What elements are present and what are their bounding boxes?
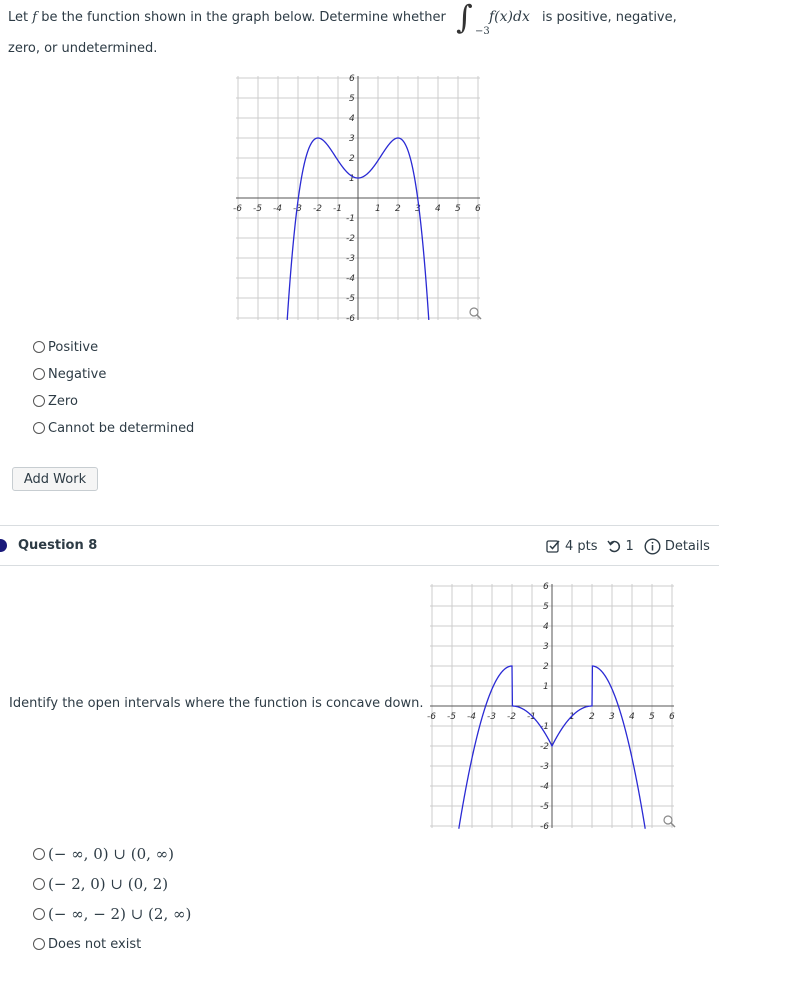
x-tick-label: -2 (507, 712, 516, 722)
x-tick-label: -3 (487, 712, 496, 722)
x-tick-label: -6 (427, 712, 436, 722)
y-tick-label: -4 (346, 274, 355, 284)
x-tick-label: 1 (375, 204, 381, 214)
prompt-prefix: Let (8, 10, 29, 25)
x-tick-label: 6 (475, 204, 481, 214)
y-tick-label: 6 (543, 582, 549, 592)
retry-icon (607, 539, 622, 554)
header-divider (0, 565, 719, 566)
add-work-button[interactable]: Add Work (12, 467, 98, 491)
y-tick-label: 1 (543, 682, 549, 692)
x-tick-label: 2 (589, 712, 595, 722)
checkbox-edit-icon (546, 539, 561, 554)
y-tick-label: -6 (540, 822, 549, 832)
x-tick-label: 6 (669, 712, 675, 722)
y-tick-label: 2 (543, 662, 549, 672)
x-tick-label: 3 (609, 712, 615, 722)
y-tick-label: -2 (346, 234, 355, 244)
y-tick-label: -2 (540, 742, 549, 752)
radio-button[interactable] (33, 341, 45, 353)
zoom-icon[interactable] (664, 816, 675, 827)
info-icon[interactable] (644, 538, 661, 555)
x-tick-label: 3 (415, 204, 421, 214)
y-tick-label: 5 (349, 94, 355, 104)
prompt-suffix: is positive, negative, (542, 10, 677, 25)
points-label: 4 pts (565, 539, 598, 554)
x-tick-label: -1 (527, 712, 536, 722)
x-tick-label: -5 (253, 204, 262, 214)
integral-sign: ∫ (456, 0, 473, 36)
prompt-line2: zero, or undetermined. (8, 41, 158, 56)
integral-body: f(x)dx (489, 9, 530, 25)
option-positive[interactable]: Positive (33, 337, 98, 357)
radio-button[interactable] (33, 908, 45, 920)
question7-prompt (8, 0, 748, 68)
radio-button[interactable] (33, 395, 45, 407)
prompt-f: f (32, 10, 38, 25)
option-zero[interactable]: Zero (33, 391, 78, 411)
x-tick-label: -6 (233, 204, 242, 214)
y-tick-label: -1 (540, 722, 549, 732)
y-tick-label: -3 (540, 762, 549, 772)
y-tick-label: -5 (346, 294, 355, 304)
x-tick-label: -1 (333, 204, 342, 214)
option-b[interactable]: (− 2, 0) ∪ (0, 2) (33, 874, 168, 894)
prompt-mid: be the function shown in the graph below. Determine whether (41, 10, 446, 25)
details-link[interactable]: Details (664, 539, 710, 554)
y-tick-label: -6 (346, 314, 355, 324)
x-tick-label: -2 (313, 204, 322, 214)
x-tick-label: -5 (447, 712, 456, 722)
y-tick-label: 1 (349, 174, 355, 184)
y-tick-label: -3 (346, 254, 355, 264)
zoom-icon[interactable] (470, 308, 481, 319)
option-d[interactable]: Does not exist (33, 934, 141, 954)
y-tick-label: 3 (543, 642, 549, 652)
y-tick-label: -4 (540, 782, 549, 792)
graph-q7 (226, 66, 490, 330)
radio-button[interactable] (33, 422, 45, 434)
x-tick-label: 5 (649, 712, 655, 722)
x-tick-label: 4 (629, 712, 635, 722)
option-a[interactable]: (− ∞, 0) ∪ (0, ∞) (33, 844, 174, 864)
question-divider (0, 525, 719, 526)
y-tick-label: 4 (349, 114, 355, 124)
radio-button[interactable] (33, 878, 45, 890)
y-tick-label: 3 (349, 134, 355, 144)
option-cannot-determine[interactable]: Cannot be determined (33, 418, 194, 438)
x-tick-label: 4 (435, 204, 441, 214)
y-tick-label: 2 (349, 154, 355, 164)
x-tick-label: -4 (273, 204, 282, 214)
y-tick-label: 6 (349, 74, 355, 84)
question8-prompt: Identify the open intervals where the function is concave down. (9, 696, 424, 711)
option-c[interactable]: (− ∞, − 2) ∪ (2, ∞) (33, 904, 191, 924)
radio-button[interactable] (33, 848, 45, 860)
option-negative[interactable]: Negative (33, 364, 106, 384)
retries-count: 1 (625, 539, 634, 554)
radio-button[interactable] (33, 938, 45, 950)
y-tick-label: -1 (346, 214, 355, 224)
y-tick-label: 4 (543, 622, 549, 632)
y-tick-label: 5 (543, 602, 549, 612)
question8-title: Question 8 (18, 538, 98, 553)
graph-q8 (420, 574, 684, 838)
x-tick-label: 1 (569, 712, 575, 722)
x-tick-label: -3 (293, 204, 302, 214)
y-tick-label: -5 (540, 802, 549, 812)
question8-meta (546, 538, 710, 555)
x-tick-label: 2 (395, 204, 401, 214)
radio-button[interactable] (33, 368, 45, 380)
x-tick-label: 5 (455, 204, 461, 214)
x-tick-label: -4 (467, 712, 476, 722)
question-status-dot (0, 539, 7, 552)
integral-lower: −3 (475, 26, 490, 37)
